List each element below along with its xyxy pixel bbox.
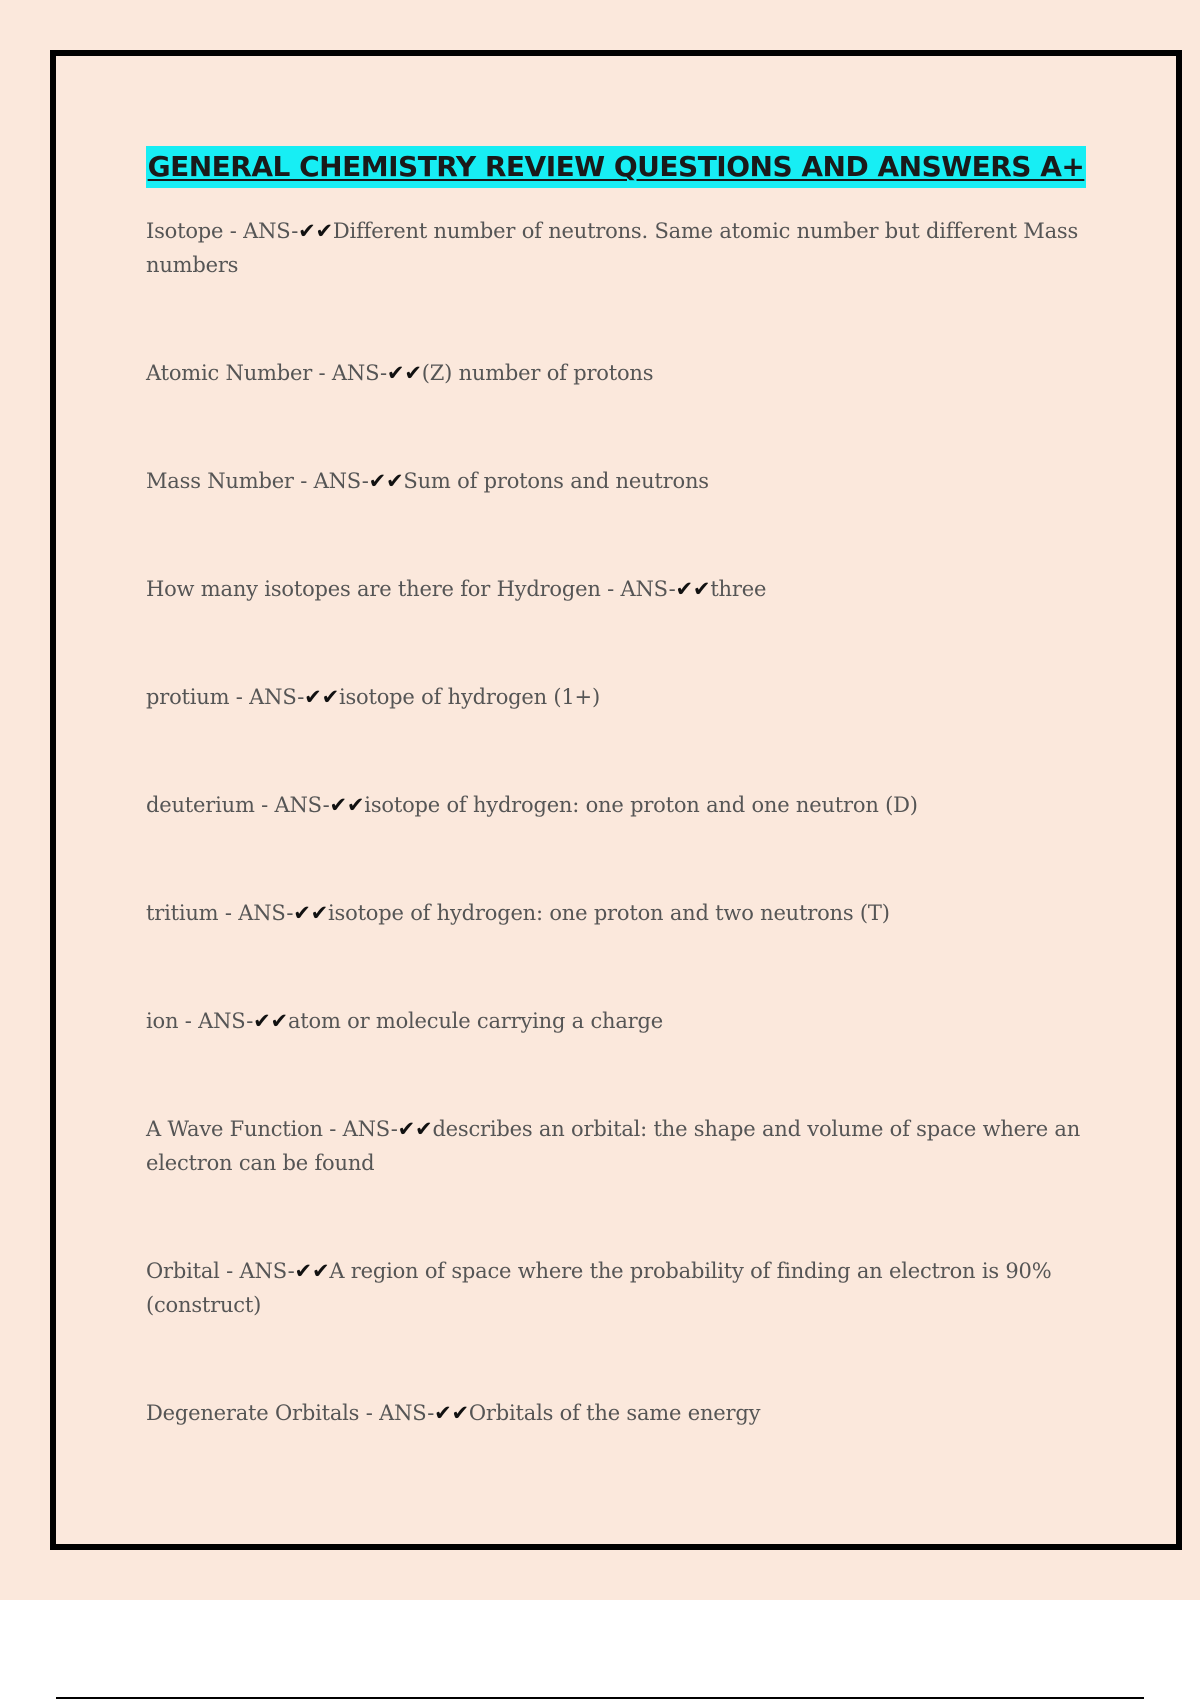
double-check-icon: ✔✔ bbox=[294, 1259, 330, 1283]
double-check-icon: ✔✔ bbox=[434, 1401, 469, 1425]
qa-item-tritium bbox=[146, 896, 1086, 930]
qa-term: deuterium bbox=[146, 793, 255, 817]
qa-item-isotope bbox=[146, 214, 1086, 282]
qa-term: tritium bbox=[146, 901, 219, 925]
double-check-icon: ✔✔ bbox=[368, 469, 404, 493]
qa-separator: - ANS- bbox=[322, 1117, 398, 1141]
qa-separator: - ANS- bbox=[229, 685, 305, 709]
qa-separator: - ANS- bbox=[600, 577, 676, 601]
double-check-icon: ✔✔ bbox=[304, 685, 339, 709]
qa-term: A Wave Function bbox=[146, 1117, 323, 1141]
qa-term: Degenerate Orbitals bbox=[146, 1401, 360, 1425]
qa-term: Isotope bbox=[146, 219, 224, 243]
qa-item-orbital bbox=[146, 1254, 1086, 1322]
qa-answer: Sum of protons and neutrons bbox=[403, 469, 709, 493]
qa-separator: - ANS- bbox=[312, 361, 387, 385]
qa-answer: atom or molecule carrying a charge bbox=[287, 1009, 663, 1033]
document-title: GENERAL CHEMISTRY REVIEW QUESTIONS AND ANSWERS A+ bbox=[146, 146, 1087, 188]
qa-term: Mass Number bbox=[146, 469, 294, 493]
qa-term: protium bbox=[146, 685, 230, 709]
qa-separator: - ANS- bbox=[293, 469, 369, 493]
qa-answer: isotope of hydrogen: one proton and one neutron (D) bbox=[364, 793, 918, 817]
qa-separator: - ANS- bbox=[359, 1401, 435, 1425]
qa-answer: A region of space where the probability of finding an electron is 90% (construct) bbox=[146, 1259, 1052, 1317]
title-container bbox=[0, 146, 1200, 188]
qa-term: Atomic Number bbox=[146, 361, 313, 385]
qa-item-ion bbox=[146, 1004, 1086, 1038]
qa-separator: - ANS- bbox=[178, 1009, 254, 1033]
qa-item-protium bbox=[146, 680, 1086, 714]
qa-answer: isotope of hydrogen (1+) bbox=[338, 685, 600, 709]
qa-answer: Different number of neutrons. Same atomic number but different Mass numbers bbox=[146, 219, 1079, 277]
qa-item-deuterium bbox=[146, 788, 1086, 822]
qa-item-hydrogen-isotopes bbox=[146, 572, 1086, 606]
double-check-icon: ✔✔ bbox=[298, 219, 333, 243]
qa-item-wave-function bbox=[146, 1112, 1086, 1180]
qa-list bbox=[146, 214, 1086, 1430]
double-check-icon: ✔✔ bbox=[397, 1117, 433, 1141]
qa-answer: describes an orbital: the shape and volume of space where an electron can be found bbox=[146, 1117, 1081, 1175]
qa-item-degenerate-orbitals bbox=[146, 1396, 1086, 1430]
qa-answer: isotope of hydrogen: one proton and two neutrons (T) bbox=[328, 901, 890, 925]
qa-answer: three bbox=[710, 577, 767, 601]
qa-answer: (Z) number of protons bbox=[421, 361, 654, 385]
double-check-icon: ✔✔ bbox=[253, 1009, 288, 1033]
double-check-icon: ✔✔ bbox=[675, 577, 711, 601]
qa-term: Orbital bbox=[146, 1259, 220, 1283]
double-check-icon: ✔✔ bbox=[329, 793, 365, 817]
qa-term: ion bbox=[146, 1009, 179, 1033]
double-check-icon: ✔✔ bbox=[293, 901, 329, 925]
double-check-icon: ✔✔ bbox=[386, 361, 422, 385]
qa-item-atomic-number bbox=[146, 356, 1086, 390]
qa-separator: - ANS- bbox=[218, 901, 294, 925]
qa-answer: Orbitals of the same energy bbox=[468, 1401, 761, 1425]
qa-separator: - ANS- bbox=[219, 1259, 295, 1283]
qa-separator: - ANS- bbox=[254, 793, 330, 817]
qa-term: How many isotopes are there for Hydrogen bbox=[146, 577, 601, 601]
qa-separator: - ANS- bbox=[223, 219, 299, 243]
footer-rule bbox=[56, 1697, 1144, 1699]
qa-item-mass-number bbox=[146, 464, 1086, 498]
